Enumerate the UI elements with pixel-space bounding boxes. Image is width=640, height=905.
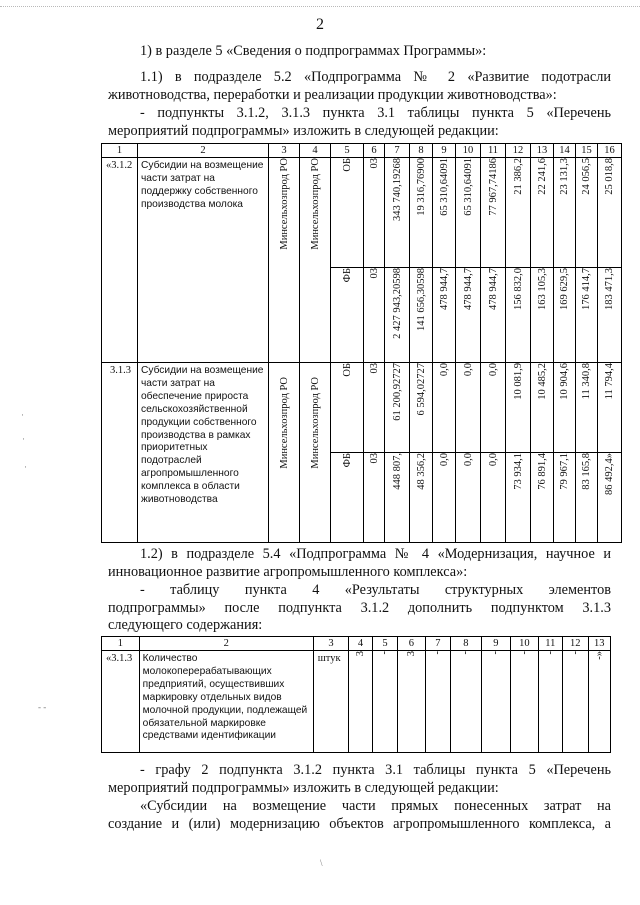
value-cell: 10 485,2 bbox=[531, 363, 554, 453]
section1-line3b: мероприятий подпрограммы» изложить в следующей редакции: bbox=[108, 123, 499, 139]
value-cell: -» bbox=[588, 651, 611, 753]
value-cell: 156 832,0 bbox=[506, 268, 531, 363]
col-header: 11 bbox=[481, 144, 506, 158]
funding-source: ФБ bbox=[331, 453, 364, 543]
section2-line2c: следующего содержания: bbox=[108, 617, 263, 633]
section3-line2a: «Субсидии на возмещение части прямых понесенных затрат на bbox=[140, 798, 611, 814]
value-cell: 343 740,19268 bbox=[385, 158, 410, 268]
col-header: 9 bbox=[433, 144, 456, 158]
section3-line1a: - графу 2 подпункта 3.1.2 пункта 3.1 таблицы пункта 5 «Перечень bbox=[140, 762, 611, 778]
value-cell: 0,0 bbox=[456, 363, 481, 453]
value-cell: - bbox=[511, 651, 538, 753]
value-cell: 11 340,8 bbox=[576, 363, 598, 453]
col-header: 14 bbox=[554, 144, 576, 158]
col-header: 9 bbox=[481, 637, 511, 651]
col-header: 1 bbox=[102, 144, 138, 158]
col-header: 11 bbox=[538, 637, 562, 651]
col-header: 3 bbox=[313, 637, 349, 651]
value-cell: 48 356,2 bbox=[410, 453, 433, 543]
row-coexecutor: Минсельхозпрод РО bbox=[300, 363, 331, 543]
code-cell: 03 bbox=[364, 363, 385, 453]
col-header: 7 bbox=[425, 637, 450, 651]
measures-table-header bbox=[102, 144, 622, 158]
value-cell: 448 807, bbox=[385, 453, 410, 543]
value-cell: 10 081,9 bbox=[506, 363, 531, 453]
value-cell: 21 386,2 bbox=[506, 158, 531, 268]
row-executor: Минсельхозпрод РО bbox=[269, 158, 300, 363]
value-cell: 86 492,4» bbox=[598, 453, 622, 543]
col-header: 2 bbox=[138, 144, 269, 158]
col-header: 12 bbox=[506, 144, 531, 158]
value-cell: 65 310,64091 bbox=[433, 158, 456, 268]
value-cell: 22 241,6 bbox=[531, 158, 554, 268]
col-header: 10 bbox=[456, 144, 481, 158]
section1-line1: 1) в разделе 5 «Сведения о подпрограммах Программы»: bbox=[140, 43, 487, 59]
table-row bbox=[102, 363, 622, 453]
section3-line2b: создание и (или) модернизацию объектов агропромышленного комплекса, а bbox=[108, 816, 611, 832]
value-cell: 61 200,92727 bbox=[385, 363, 410, 453]
value-cell: - bbox=[481, 651, 511, 753]
value-cell: 0,0 bbox=[481, 363, 506, 453]
col-header: 10 bbox=[511, 637, 538, 651]
value-cell: 83 165,8 bbox=[576, 453, 598, 543]
value-cell: - bbox=[538, 651, 562, 753]
col-header: 16 bbox=[598, 144, 622, 158]
funding-source: ОБ bbox=[331, 158, 364, 268]
value-cell: 141 656,30598 bbox=[410, 268, 433, 363]
section2-line1a: 1.2) в подразделе 5.4 «Подпрограмма № 4 «Модернизация, научное и bbox=[140, 546, 611, 562]
funding-source: ОБ bbox=[331, 363, 364, 453]
section2-line2b: подпрограммы» после подпункта 3.1.2 дополнить подпунктом 3.1.3 bbox=[108, 600, 611, 616]
value-cell: - bbox=[372, 651, 397, 753]
code-cell: 03 bbox=[364, 268, 385, 363]
scan-speck: · bbox=[21, 410, 24, 420]
value-cell: - bbox=[425, 651, 450, 753]
col-header: 4 bbox=[300, 144, 331, 158]
value-cell: 76 891,4 bbox=[531, 453, 554, 543]
col-header: 3 bbox=[269, 144, 300, 158]
value-cell: 478 944,7 bbox=[481, 268, 506, 363]
funding-source: ФБ bbox=[331, 268, 364, 363]
section2-line2a: - таблицу пункта 4 «Результаты структурных элементов bbox=[140, 582, 611, 598]
code-cell: 03 bbox=[364, 453, 385, 543]
value-cell: 3 bbox=[349, 651, 372, 753]
row-description: Субсидии на возмещение части затрат на поддержку собственного производства молока bbox=[138, 158, 269, 363]
table-row bbox=[102, 158, 622, 268]
section3-line1b: мероприятий подпрограммы» изложить в следующей редакции: bbox=[108, 780, 499, 796]
col-header: 2 bbox=[139, 637, 313, 651]
value-cell: 3 bbox=[398, 651, 425, 753]
row-description: Количество молокоперерабатывающих предприятий, осуществивших маркировку отдельных видов молочной продукции, подлежащей обязательной маркировке средствами идентификации bbox=[139, 651, 313, 753]
col-header: 4 bbox=[349, 637, 372, 651]
value-cell: 11 794,4 bbox=[598, 363, 622, 453]
row-code: 3.1.3 bbox=[102, 363, 138, 543]
col-header: 5 bbox=[331, 144, 364, 158]
col-header: 1 bbox=[102, 637, 140, 651]
value-cell: 163 105,3 bbox=[531, 268, 554, 363]
value-cell: 169 629,5 bbox=[554, 268, 576, 363]
section1-line3a: - подпункты 3.1.2, 3.1.3 пункта 3.1 таблицы пункта 5 «Перечень bbox=[140, 105, 611, 121]
scan-speck: · bbox=[22, 434, 25, 444]
row-description: Субсидии на возмещение части затрат на обеспечение прироста сельскохозяйственной продукции собственного производства в рамках приоритетных подотраслей агропромышленного комплекса в области животноводства bbox=[138, 363, 269, 543]
results-table-header bbox=[102, 637, 611, 651]
page-number: 2 bbox=[316, 16, 324, 33]
value-cell: 0,0 bbox=[456, 453, 481, 543]
col-header: 13 bbox=[588, 637, 611, 651]
col-header: 13 bbox=[531, 144, 554, 158]
value-cell: 65 310,64091 bbox=[456, 158, 481, 268]
value-cell: 478 944,7 bbox=[456, 268, 481, 363]
row-code: «3.1.3 bbox=[102, 651, 140, 753]
value-cell: 19 316,76900 bbox=[410, 158, 433, 268]
row-coexecutor: Минсельхозпрод РО bbox=[300, 158, 331, 363]
scan-top-edge bbox=[0, 6, 640, 7]
code-cell: 03 bbox=[364, 158, 385, 268]
value-cell: 73 934,1 bbox=[506, 453, 531, 543]
value-cell: 10 904,6 bbox=[554, 363, 576, 453]
col-header: 7 bbox=[385, 144, 410, 158]
measures-table bbox=[101, 143, 622, 543]
col-header: 8 bbox=[410, 144, 433, 158]
col-header: 15 bbox=[576, 144, 598, 158]
value-cell: 79 967,1 bbox=[554, 453, 576, 543]
row-code: «3.1.2 bbox=[102, 158, 138, 363]
table-row bbox=[102, 651, 611, 753]
value-cell: 2 427 943,20598 bbox=[385, 268, 410, 363]
value-cell: 478 944,7 bbox=[433, 268, 456, 363]
value-cell: 0,0 bbox=[481, 453, 506, 543]
value-cell: - bbox=[451, 651, 482, 753]
value-cell: 24 056,5 bbox=[576, 158, 598, 268]
col-header: 5 bbox=[372, 637, 397, 651]
value-cell: - bbox=[563, 651, 588, 753]
value-cell: 77 967,74186 bbox=[481, 158, 506, 268]
scan-speck: \ bbox=[320, 858, 323, 868]
col-header: 8 bbox=[451, 637, 482, 651]
row-executor: Минсельхозпрод РО bbox=[269, 363, 300, 543]
value-cell: 183 471,3 bbox=[598, 268, 622, 363]
col-header: 6 bbox=[398, 637, 425, 651]
row-unit: штук bbox=[313, 651, 349, 753]
scan-speck: - - bbox=[38, 702, 47, 712]
value-cell: 6 594,02727 bbox=[410, 363, 433, 453]
value-cell: 0,0 bbox=[433, 453, 456, 543]
section1-line2b: животноводства, переработки и реализации продукции животноводства»: bbox=[108, 87, 557, 103]
section1-line2a: 1.1) в подразделе 5.2 «Подпрограмма № 2 «Развитие подотрасли bbox=[140, 69, 611, 85]
scan-speck: · bbox=[24, 462, 27, 472]
section2-line1b: инновационное развитие агропромышленного комплекса»: bbox=[108, 564, 468, 580]
value-cell: 25 018,8 bbox=[598, 158, 622, 268]
value-cell: 0,0 bbox=[433, 363, 456, 453]
col-header: 12 bbox=[563, 637, 588, 651]
results-table bbox=[101, 636, 611, 753]
value-cell: 176 414,7 bbox=[576, 268, 598, 363]
value-cell: 23 131,3 bbox=[554, 158, 576, 268]
col-header: 6 bbox=[364, 144, 385, 158]
